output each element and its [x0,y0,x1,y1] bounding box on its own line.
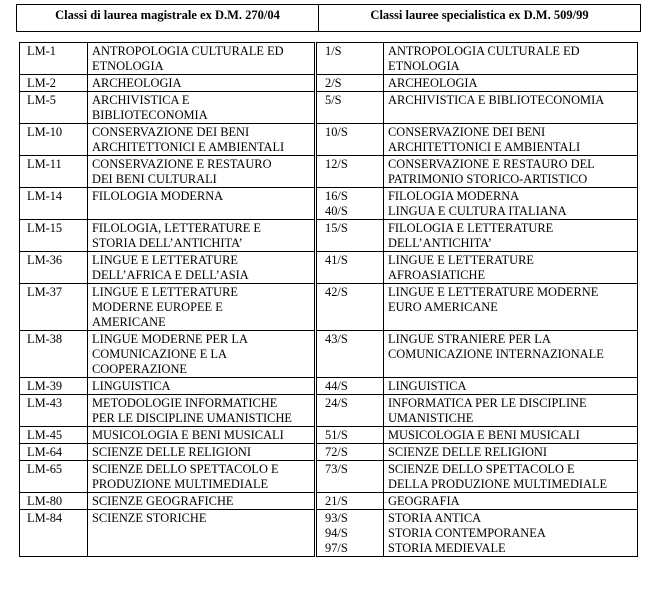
lm-name-line: ANTROPOLOGIA CULTURALE ED [92,44,284,58]
table-row [20,75,638,92]
lm-name-line: MODERNE EUROPEE E [92,300,223,314]
spec-name-line: EURO AMERICANE [388,300,498,314]
lm-name [88,188,316,220]
spec-name [384,252,638,284]
spec-name [384,444,638,461]
lm-name-line: SCIENZE GEOGRAFICHE [92,494,234,508]
spec-code-line: 72/S [325,445,348,459]
spec-name-line: LINGUA E CULTURA ITALIANA [388,204,567,218]
lm-name [88,124,316,156]
lm-name-line: COOPERAZIONE [92,362,187,376]
lm-name-line: ARCHIVISTICA E [92,93,190,107]
spec-name [384,43,638,75]
table-row [20,331,638,378]
lm-name-line: LINGUE MODERNE PER LA [92,332,248,346]
spec-code-line: 51/S [325,428,348,442]
spec-code-line: 15/S [325,221,348,235]
lm-code: LM-14 [20,188,88,220]
spec-code [316,331,384,378]
table-row [20,92,638,124]
table-row [20,156,638,188]
spec-name [384,92,638,124]
table-row [20,378,638,395]
spec-name-line: ANTROPOLOGIA CULTURALE ED [388,44,580,58]
spec-code [316,461,384,493]
spec-code [316,252,384,284]
lm-name [88,220,316,252]
lm-name-line: ARCHEOLOGIA [92,76,182,90]
spec-name-line: ARCHEOLOGIA [388,76,478,90]
spec-code-line: 24/S [325,396,348,410]
spec-name-line: ARCHITETTONICI E AMBIENTALI [388,140,581,154]
spec-name-line: LINGUISTICA [388,379,467,393]
spec-code [316,156,384,188]
lm-name-line: FILOLOGIA MODERNA [92,189,224,203]
spec-code-line: 1/S [325,44,342,58]
lm-name-line: SCIENZE STORICHE [92,511,207,525]
lm-code: LM-37 [20,284,88,331]
spec-name [384,156,638,188]
spec-name-line: CONSERVAZIONE E RESTAURO DEL [388,157,595,171]
spec-name-line: MUSICOLOGIA E BENI MUSICALI [388,428,580,442]
spec-name-line: LINGUE STRANIERE PER LA [388,332,551,346]
lm-code: LM-65 [20,461,88,493]
lm-name-line: PER LE DISCIPLINE UMANISTICHE [92,411,292,425]
lm-code: LM-84 [20,510,88,557]
table-row [20,510,638,557]
spec-code-line: 43/S [325,332,348,346]
spec-name [384,75,638,92]
lm-name-line: FILOLOGIA, LETTERATURE E [92,221,261,235]
lm-code: LM-10 [20,124,88,156]
lm-name-line: STORIA DELL’ANTICHITA’ [92,236,243,250]
lm-code: LM-43 [20,395,88,427]
spec-name-line: LINGUE E LETTERATURE [388,253,534,267]
lm-name [88,331,316,378]
header-table [16,4,641,32]
lm-code: LM-64 [20,444,88,461]
spec-name [384,395,638,427]
spec-name-line: FILOLOGIA E LETTERATURE [388,221,554,235]
spec-name-line: FILOLOGIA MODERNA [388,189,520,203]
lm-code: LM-38 [20,331,88,378]
spec-name [384,220,638,252]
spec-code [316,124,384,156]
table-row [20,284,638,331]
spec-code-line: 42/S [325,285,348,299]
spec-name-line: LINGUE E LETTERATURE MODERNE [388,285,599,299]
table-row [20,493,638,510]
lm-name-line: LINGUISTICA [92,379,171,393]
spec-name-line: COMUNICAZIONE INTERNAZIONALE [388,347,604,361]
lm-name-line: PRODUZIONE MULTIMEDIALE [92,477,269,491]
lm-code: LM-11 [20,156,88,188]
lm-name-line: ARCHITETTONICI E AMBIENTALI [92,140,285,154]
table-row [20,124,638,156]
lm-name [88,444,316,461]
spec-name [384,427,638,444]
spec-code [316,427,384,444]
spec-name-line: STORIA MEDIEVALE [388,541,506,555]
spec-name-line: ETNOLOGIA [388,59,460,73]
spec-code-line: 41/S [325,253,348,267]
spec-name [384,493,638,510]
lm-name-line: SCIENZE DELLE RELIGIONI [92,445,251,459]
lm-name-line: METODOLOGIE INFORMATICHE [92,396,278,410]
lm-code: LM-36 [20,252,88,284]
lm-name-line: AMERICANE [92,315,166,329]
spec-name-line: PATRIMONIO STORICO-ARTISTICO [388,172,588,186]
lm-name [88,493,316,510]
spec-name-line: STORIA ANTICA [388,511,482,525]
spec-name-line: SCIENZE DELLO SPETTACOLO E [388,462,575,476]
spec-code-line: 21/S [325,494,348,508]
header-right: Classi lauree specialistica ex D.M. 509/99 [319,5,641,32]
spec-code-line: 44/S [325,379,348,393]
lm-code: LM-1 [20,43,88,75]
lm-code: LM-39 [20,378,88,395]
table-row [20,461,638,493]
lm-code: LM-15 [20,220,88,252]
spec-code [316,378,384,395]
spec-name [384,510,638,557]
spec-name [384,284,638,331]
spec-name-line: UMANISTICHE [388,411,474,425]
lm-name-line: COMUNICAZIONE E LA [92,347,227,361]
table-row [20,188,638,220]
spec-name [384,378,638,395]
spec-code [316,92,384,124]
table-row [20,444,638,461]
lm-name-line: SCIENZE DELLO SPETTACOLO E [92,462,279,476]
spec-code-line: 2/S [325,76,342,90]
lm-name [88,156,316,188]
spec-code [316,493,384,510]
lm-name [88,395,316,427]
table-row [20,43,638,75]
spec-name-line: SCIENZE DELLE RELIGIONI [388,445,547,459]
lm-name-line: DELL’AFRICA E DELL’ASIA [92,268,249,282]
lm-name [88,427,316,444]
table-row [20,220,638,252]
lm-name [88,75,316,92]
table-row [20,252,638,284]
lm-code: LM-45 [20,427,88,444]
spec-code [316,444,384,461]
spec-name [384,124,638,156]
spec-code-line: 73/S [325,462,348,476]
table-row [20,395,638,427]
spec-name-line: AFROASIATICHE [388,268,486,282]
header-row [17,5,641,32]
lm-code: LM-5 [20,92,88,124]
spec-code [316,510,384,557]
spec-code [316,43,384,75]
spec-code-line: 94/S [325,526,348,540]
spec-code-line: 97/S [325,541,348,555]
lm-code: LM-80 [20,493,88,510]
lm-name-line: MUSICOLOGIA E BENI MUSICALI [92,428,284,442]
lm-name-line: ETNOLOGIA [92,59,164,73]
spec-name-line: STORIA CONTEMPORANEA [388,526,546,540]
spec-code [316,188,384,220]
lm-name [88,92,316,124]
lm-code: LM-2 [20,75,88,92]
spec-name-line: CONSERVAZIONE DEI BENI [388,125,546,139]
spec-name-line: ARCHIVISTICA E BIBLIOTECONOMIA [388,93,605,107]
spec-code-line: 16/S [325,189,348,203]
lm-name [88,461,316,493]
spec-code [316,284,384,331]
lm-name-line: CONSERVAZIONE DEI BENI [92,125,250,139]
spec-code [316,75,384,92]
spec-code-line: 40/S [325,204,348,218]
lm-name [88,252,316,284]
spec-name [384,188,638,220]
spec-code-line: 93/S [325,511,348,525]
spec-code-line: 10/S [325,125,348,139]
spec-name-line: GEOGRAFIA [388,494,460,508]
header-left: Classi di laurea magistrale ex D.M. 270/04 [17,5,319,32]
lm-name-line: LINGUE E LETTERATURE [92,253,238,267]
table-body [20,43,638,557]
spec-name [384,331,638,378]
lm-name-line: BIBLIOTECONOMIA [92,108,208,122]
spec-name [384,461,638,493]
degree-classes-table [19,42,638,557]
lm-name [88,510,316,557]
spec-name-line: DELLA PRODUZIONE MULTIMEDIALE [388,477,608,491]
lm-name [88,43,316,75]
spec-code-line: 5/S [325,93,342,107]
lm-name-line: CONSERVAZIONE E RESTAURO [92,157,272,171]
lm-name-line: DEI BENI CULTURALI [92,172,217,186]
lm-name [88,284,316,331]
spec-code-line: 12/S [325,157,348,171]
table-row [20,427,638,444]
spec-code [316,395,384,427]
spec-name-line: INFORMATICA PER LE DISCIPLINE [388,396,587,410]
spec-code [316,220,384,252]
lm-name [88,378,316,395]
lm-name-line: LINGUE E LETTERATURE [92,285,238,299]
spec-name-line: DELL’ANTICHITA’ [388,236,492,250]
